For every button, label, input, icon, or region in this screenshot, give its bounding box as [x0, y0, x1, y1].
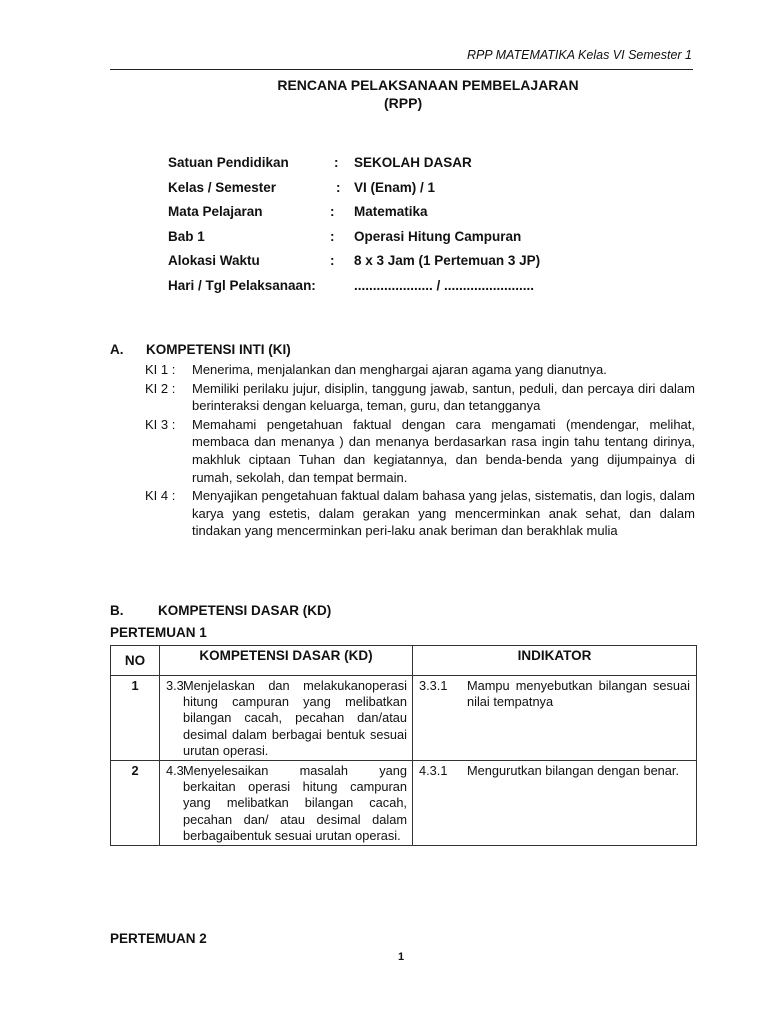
info-colon: : — [334, 155, 339, 170]
ki-label: KI 4 : — [145, 488, 176, 504]
info-value: VI (Enam) / 1 — [354, 179, 436, 195]
ki-item — [145, 380, 695, 415]
running-header: RPP MATEMATIKA Kelas VI Semester 1 — [466, 48, 692, 62]
table-row — [111, 761, 697, 846]
ki-text: Menyajikan pengetahuan faktual dalam bahasa yang jelas, sistematis, dan logis, dalam karya yang estetis, dalam gerakan yang mencerminkan anak sehat, dan dalam tindakan yang mencerminkan peri-laku anak beriman dan berakhlak mulia — [192, 488, 695, 539]
kd-table — [110, 645, 697, 846]
info-key: Alokasi Waktu — [168, 253, 260, 268]
ki-label: KI 2 : — [145, 380, 176, 396]
ki-text: Memiliki perilaku jujur, disiplin, tanggung jawab, santun, peduli, dan percaya diri dalam berinteraksi dengan keluarga, teman, guru, dan tetangganya — [192, 380, 695, 414]
meeting-1-heading: PERTEMUAN 1 — [110, 625, 207, 640]
row-number: 2 — [111, 761, 160, 846]
info-colon: : — [330, 253, 335, 268]
indicator-cell — [413, 676, 697, 761]
indicator-cell — [413, 761, 697, 846]
table-header-row — [111, 646, 697, 676]
info-key: Hari / Tgl Pelaksanaan: — [168, 277, 316, 293]
info-key: Kelas / Semester — [168, 179, 277, 195]
ki-item — [145, 361, 695, 379]
ki-text: Memahami pengetahuan faktual dengan cara mengamati (mendengar, melihat, membaca dan menanya ) dan menanya berdasarkan rasa ingin tahu tentang dirinya, makhluk ciptaan Tuhan dan kegiatannya, dan benda-benda yang dijumpainya di rumah, sekolah, dan tempat bermain. — [192, 416, 695, 485]
info-colon: : — [330, 228, 335, 244]
kd-text: Menjelaskan dan melakukanoperasi hitung campuran yang melibatkan bilangan cacah, pecahan dan/atau desimal dalam berbagai bentuk sesuai urutan operasi. — [183, 678, 407, 758]
section-b-letter: B. — [110, 603, 124, 618]
info-value: Operasi Hitung Campuran — [354, 228, 522, 244]
document-subtitle: (RPP) — [384, 95, 423, 111]
indicator-text: Mengurutkan bilangan dengan benar. — [467, 763, 680, 779]
document-title: RENCANA PELAKSANAAN PEMBELAJARAN — [277, 77, 579, 93]
kd-text: Menyelesaikan masalah yang berkaitan operasi hitung campuran yang melibatkan bilangan cacah, pecahan dan/ atau desimal dalam berbagaibentuk sesuai urutan operasi. — [183, 763, 407, 843]
section-b-title: KOMPETENSI DASAR (KD) — [158, 603, 332, 618]
kd-code: 3.3 — [166, 678, 184, 693]
indicator-text: Mampu menyebutkan bilangan sesuai nilai tempatnya — [467, 678, 690, 710]
ki-text: Menerima, menjalankan dan menghargai ajaran agama yang dianutnya. — [192, 362, 607, 377]
info-key: Mata Pelajaran — [168, 204, 263, 219]
meeting-2-heading: PERTEMUAN 2 — [110, 931, 207, 946]
header-divider — [110, 69, 693, 70]
kd-cell — [160, 761, 413, 846]
indicator-code: 3.3.1 — [419, 678, 448, 693]
col-header-indikator: INDIKATOR — [413, 646, 697, 676]
info-value: ..................... / ........................ — [354, 277, 535, 293]
section-a-title: KOMPETENSI INTI (KI) — [146, 342, 291, 357]
page-number: 1 — [397, 951, 405, 963]
section-a-letter: A. — [110, 342, 124, 357]
kd-code: 4.3 — [166, 763, 184, 779]
col-header-no: NO — [111, 646, 160, 676]
info-value: SEKOLAH DASAR — [354, 155, 472, 170]
indicator-code: 4.3.1 — [419, 763, 448, 779]
info-value: 8 x 3 Jam (1 Pertemuan 3 JP) — [354, 253, 541, 268]
table-row — [111, 676, 697, 761]
kd-cell — [160, 676, 413, 761]
ki-item — [145, 416, 695, 486]
ki-label: KI 3 : — [145, 416, 176, 432]
info-colon: : — [330, 204, 335, 219]
ki-list — [145, 361, 695, 541]
info-key: Satuan Pendidikan — [168, 155, 289, 170]
ki-item — [145, 487, 695, 540]
info-key: Bab 1 — [168, 228, 205, 244]
col-header-kd: KOMPETENSI DASAR (KD) — [160, 646, 413, 676]
row-number: 1 — [111, 676, 160, 761]
info-colon: : — [336, 179, 341, 195]
info-value: Matematika — [354, 204, 428, 219]
ki-label: KI 1 : — [145, 362, 176, 377]
